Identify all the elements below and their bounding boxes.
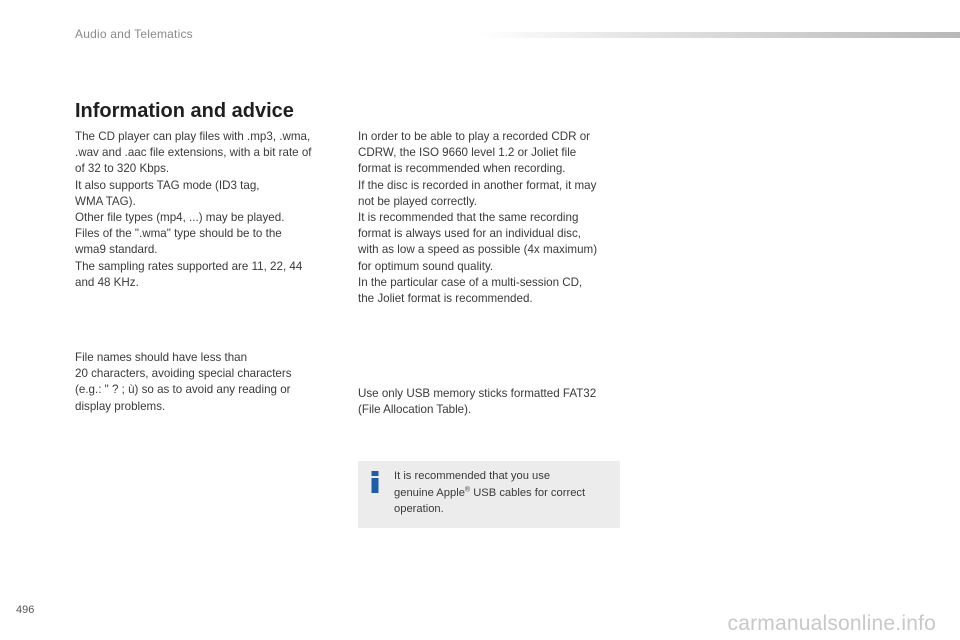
info-note-text — [394, 468, 614, 518]
text-line: format is recommended when recording. — [358, 162, 566, 176]
info-icon — [370, 471, 380, 493]
site-watermark: carmanualsonline.info — [727, 612, 936, 635]
text-line: display problems. — [75, 399, 166, 413]
text-fragment: genuine Apple — [394, 486, 465, 499]
paragraph-usb-format — [358, 386, 620, 418]
text-line: WMA TAG). — [75, 194, 136, 208]
text-line: It is recommended that the same recording — [358, 211, 579, 225]
text-line: Files of the ".wma" type should be to the — [75, 227, 282, 241]
registered-mark: ® — [464, 485, 471, 493]
text-line: not be played correctly. — [358, 194, 478, 208]
text-line: It also supports TAG mode (ID3 tag, — [75, 178, 260, 192]
section-header: Audio and Telematics — [75, 27, 193, 41]
text-line: In the particular case of a multi-session CD, — [358, 275, 583, 289]
text-line — [394, 485, 614, 502]
text-line: If the disc is recorded in another format, it may — [358, 178, 597, 192]
text-line: CDRW, the ISO 9660 level 1.2 or Joliet file — [358, 146, 577, 160]
page-number: 496 — [16, 604, 35, 616]
text-line: (e.g.: " ? ; ù) so as to avoid any reading or — [75, 383, 291, 397]
text-line: File names should have less than — [75, 351, 248, 364]
page-title: Information and advice — [75, 100, 294, 122]
text-line: operation. — [394, 503, 444, 515]
paragraph-file-names — [75, 350, 337, 415]
text-line: for optimum sound quality. — [358, 259, 494, 273]
text-line: In order to be able to play a recorded CDR or — [358, 130, 590, 143]
text-line: the Joliet format is recommended. — [358, 292, 533, 306]
info-note-box — [358, 461, 620, 528]
text-line: The CD player can play files with .mp3, .wma, — [75, 130, 311, 143]
header-decorative-bar — [478, 32, 960, 38]
paragraph-file-formats — [75, 129, 337, 291]
text-line: wma9 standard. — [75, 243, 158, 257]
text-line: of 32 to 320 Kbps. — [75, 162, 170, 176]
text-line: 20 characters, avoiding special characters — [75, 367, 292, 381]
text-line: Other file types (mp4, ...) may be played. — [75, 211, 285, 225]
text-line: The sampling rates supported are 11, 22, 44 — [75, 259, 303, 273]
text-line: It is recommended that you use — [394, 470, 551, 482]
text-line: format is always used for an individual disc, — [358, 227, 581, 241]
text-line: and 48 KHz. — [75, 275, 139, 289]
text-fragment: USB cables for correct — [470, 486, 586, 499]
text-line: with as low a speed as possible (4x maximum) — [358, 243, 598, 257]
text-line: .wav and .aac file extensions, with a bit rate of — [75, 146, 312, 160]
paragraph-cd-recording — [358, 129, 620, 307]
text-line: Use only USB memory sticks formatted FAT32 — [358, 387, 597, 400]
text-line: (File Allocation Table). — [358, 403, 472, 417]
